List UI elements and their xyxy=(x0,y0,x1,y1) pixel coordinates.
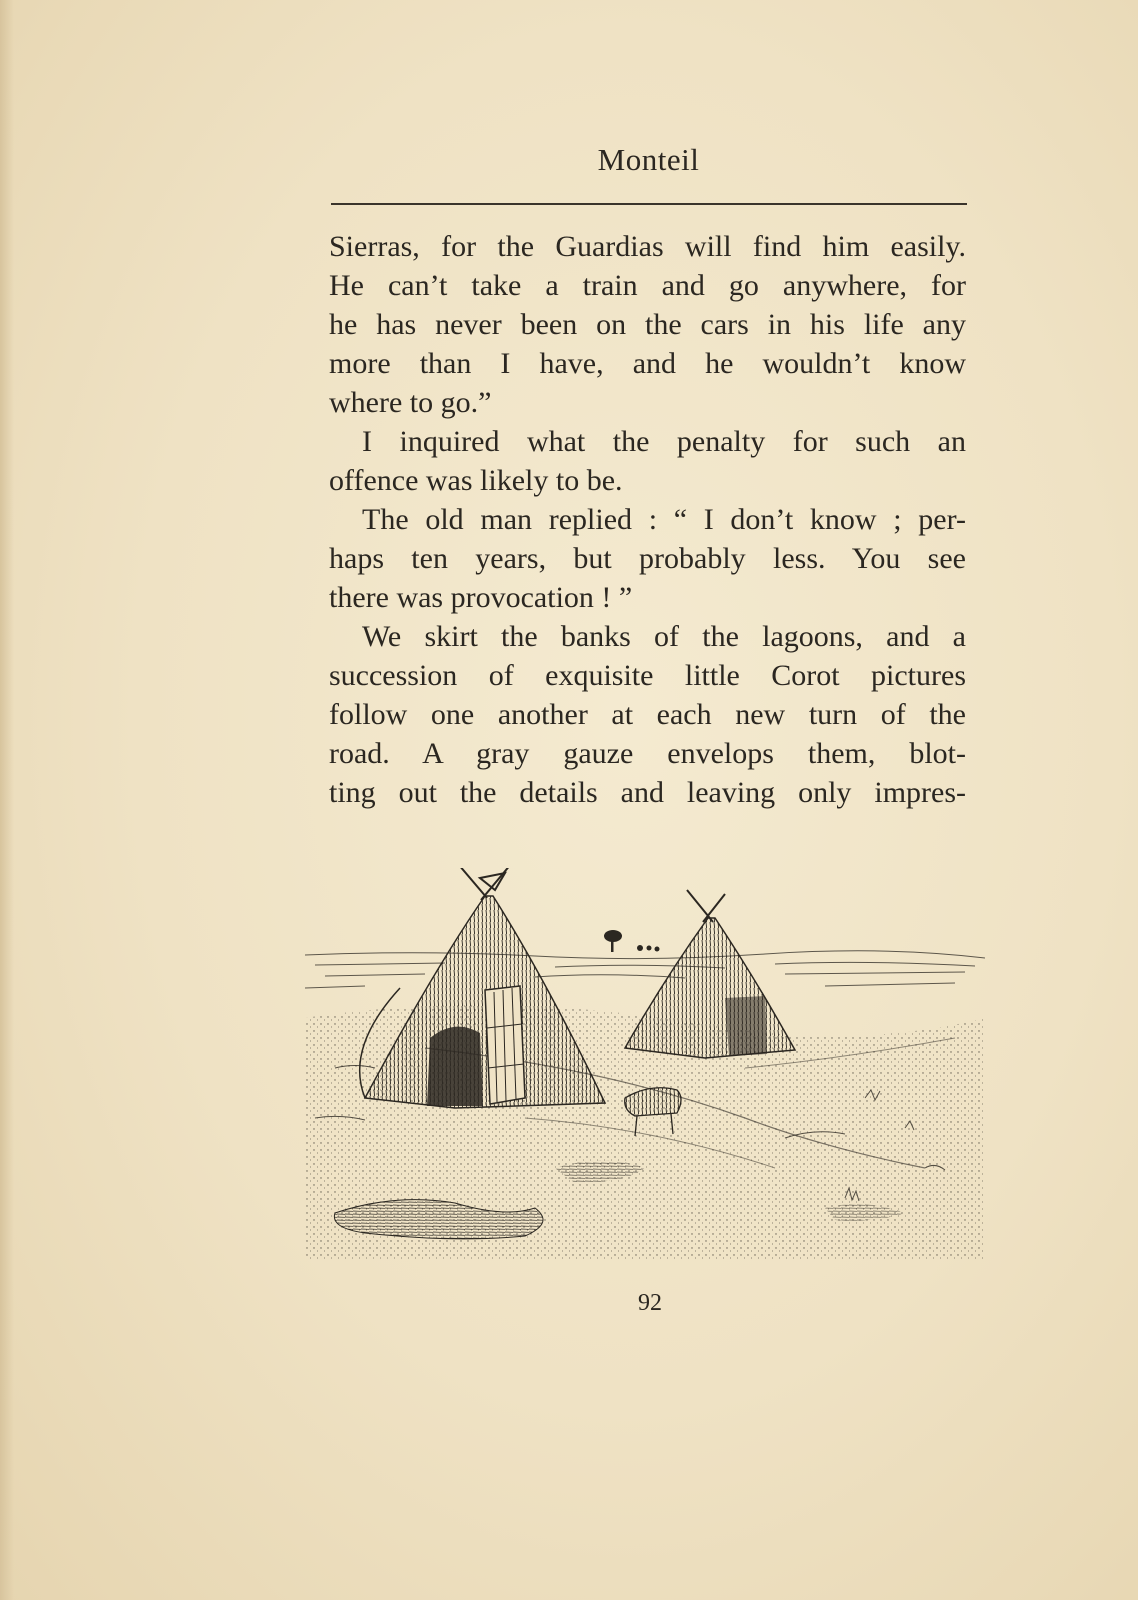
text-line: more than I have, and he wouldn’t know xyxy=(329,347,966,380)
text-line: I inquired what the penalty for such an xyxy=(362,425,966,458)
body-text xyxy=(329,227,966,812)
page-number: 92 xyxy=(638,1290,662,1316)
text-line: there was provocation ! ” xyxy=(329,581,633,614)
text-line: We skirt the banks of the lagoons, and a xyxy=(362,620,966,653)
engraving-illustration xyxy=(305,868,985,1260)
distant-tree xyxy=(604,930,660,952)
text-line: The old man replied : “ I don’t know ; per- xyxy=(362,503,966,536)
text-line: Sierras, for the Guardias will find him easily. xyxy=(329,230,966,263)
text-line: ting out the details and leaving only impres- xyxy=(329,776,966,809)
header-rule xyxy=(331,203,967,205)
right-hut xyxy=(625,890,795,1058)
left-hut xyxy=(360,868,605,1108)
text-line: where to go.” xyxy=(329,386,492,419)
running-head: Monteil xyxy=(597,142,700,177)
text-line: he has never been on the cars in his life any xyxy=(329,308,966,341)
horizon-lines xyxy=(305,951,985,988)
text-line: offence was likely to be. xyxy=(329,464,623,497)
text-line: follow one another at each new turn of the xyxy=(329,698,966,731)
text-line: succession of exquisite little Corot pictures xyxy=(329,659,966,692)
text-line: road. A gray gauze envelops them, blot- xyxy=(329,737,966,770)
text-line: haps ten years, but probably less. You see xyxy=(329,542,966,575)
text-line: He can’t take a train and go anywhere, for xyxy=(329,269,966,302)
